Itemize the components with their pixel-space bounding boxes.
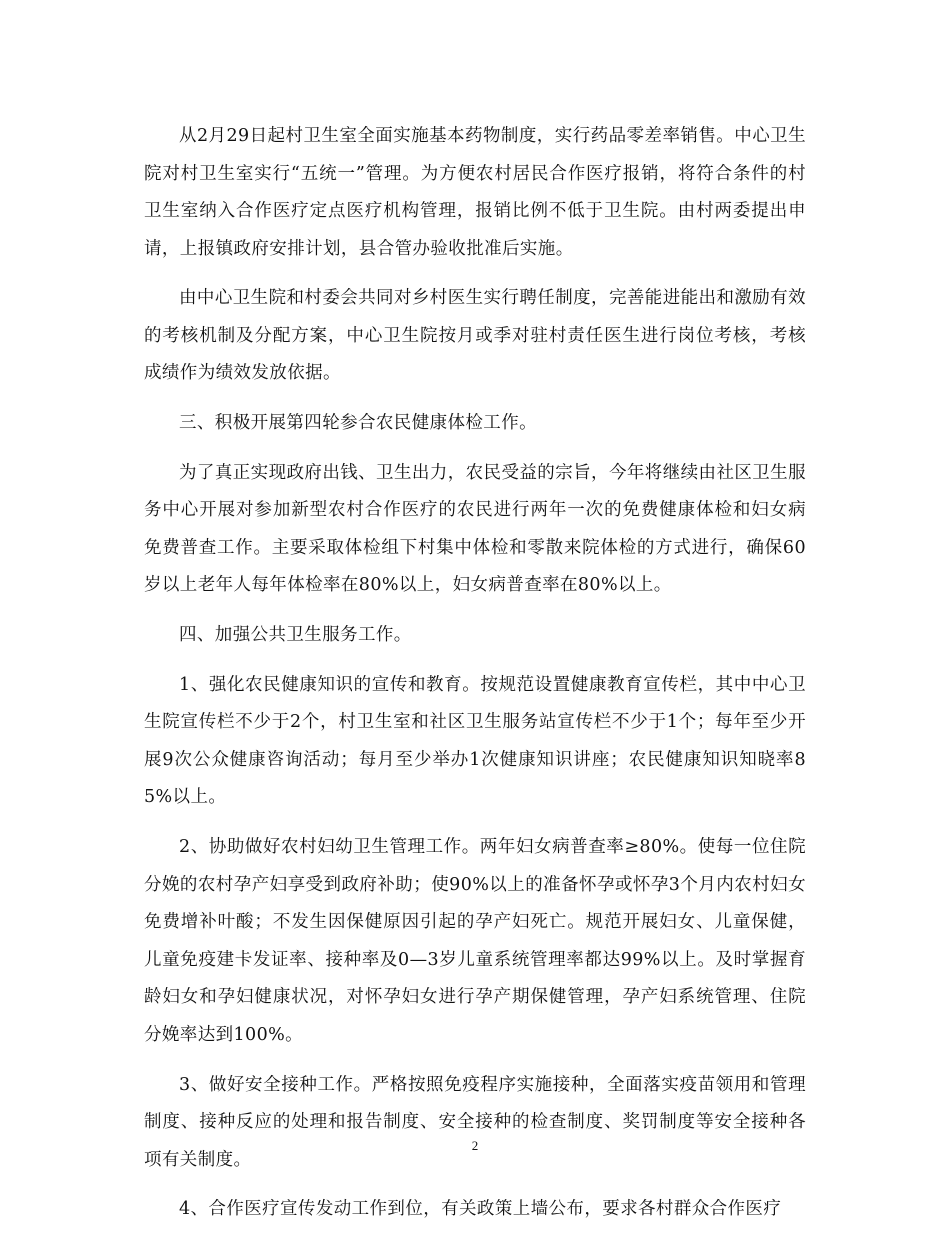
paragraph-health-education: 1、强化农民健康知识的宣传和教育。按规范设置健康教育宣传栏，其中中心卫生院宣传栏不少于2个，村卫生室和社区卫生服务站宣传栏不少于1个；每年至少开展9次公众健康咨询活动；每月至少举办1次健康知识讲座；农民健康知识知晓率85%以上。 bbox=[144, 674, 806, 808]
page-number: 2 bbox=[471, 1138, 479, 1153]
section-heading-public-health: 四、加强公共卫生服务工作。 bbox=[179, 625, 412, 646]
paragraph-maternal-child-health: 2、协助做好农村妇幼卫生管理工作。两年妇女病普查率≥80%。使每一位住院分娩的农村孕产妇享受到政府补助；使90%以上的准备怀孕或怀孕3个月内农村妇女免费增补叶酸；不发生因保健原因引起的孕产妇死亡。规范开展妇女、儿童保健，儿童免疫建卡发证率、接种率及0—3岁儿童系统管理率都达99%以上。及时掌握育龄妇女和孕妇健康状况，对怀孕妇女进行孕产期保健管理，孕产妇系统管理、住院分娩率达到100%。 bbox=[144, 837, 806, 1045]
paragraph-health-checkup: 为了真正实现政府出钱、卫生出力，农民受益的宗旨，今年将继续由社区卫生服务中心开展对参加新型农村合作医疗的农民进行两年一次的免费健康体检和妇女病免费普查工作。主要采取体检组下村集中体检和零散来院体检的方式进行，确保60岁以上老年人每年体检率在80%以上，妇女病普查率在80%以上。 bbox=[144, 462, 806, 596]
paragraph-safe-vaccination: 3、做好安全接种工作。严格按照免疫程序实施接种，全面落实疫苗领用和管理制度、接种反应的处理和报告制度、安全接种的检查制度、奖罚制度等安全接种各项有关制度。 bbox=[144, 1074, 806, 1170]
paragraph-doctor-appointment: 由中心卫生院和村委会共同对乡村医生实行聘任制度，完善能进能出和激励有效的考核机制及分配方案，中心卫生院按月或季对驻村责任医生进行岗位考核，考核成绩作为绩效发放依据。 bbox=[144, 288, 806, 384]
paragraph-drug-system: 从2月29日起村卫生室全面实施基本药物制度，实行药品零差率销售。中心卫生院对村卫生室实行“五统一”管理。为方便农村居民合作医疗报销，将符合条件的村卫生室纳入合作医疗定点医疗机构管理，报销比例不低于卫生院。由村两委提出申请，上报镇政府安排计划，县合管办验收批准后实施。 bbox=[144, 126, 806, 259]
section-heading-health-checkup: 三、积极开展第四轮参合农民健康体检工作。 bbox=[179, 413, 537, 434]
paragraph-cooperative-medical-publicity: 4、合作医疗宣传发动工作到位，有关政策上墙公布，要求各村群众合作医疗 bbox=[179, 1199, 782, 1220]
document-body bbox=[144, 118, 806, 1241]
